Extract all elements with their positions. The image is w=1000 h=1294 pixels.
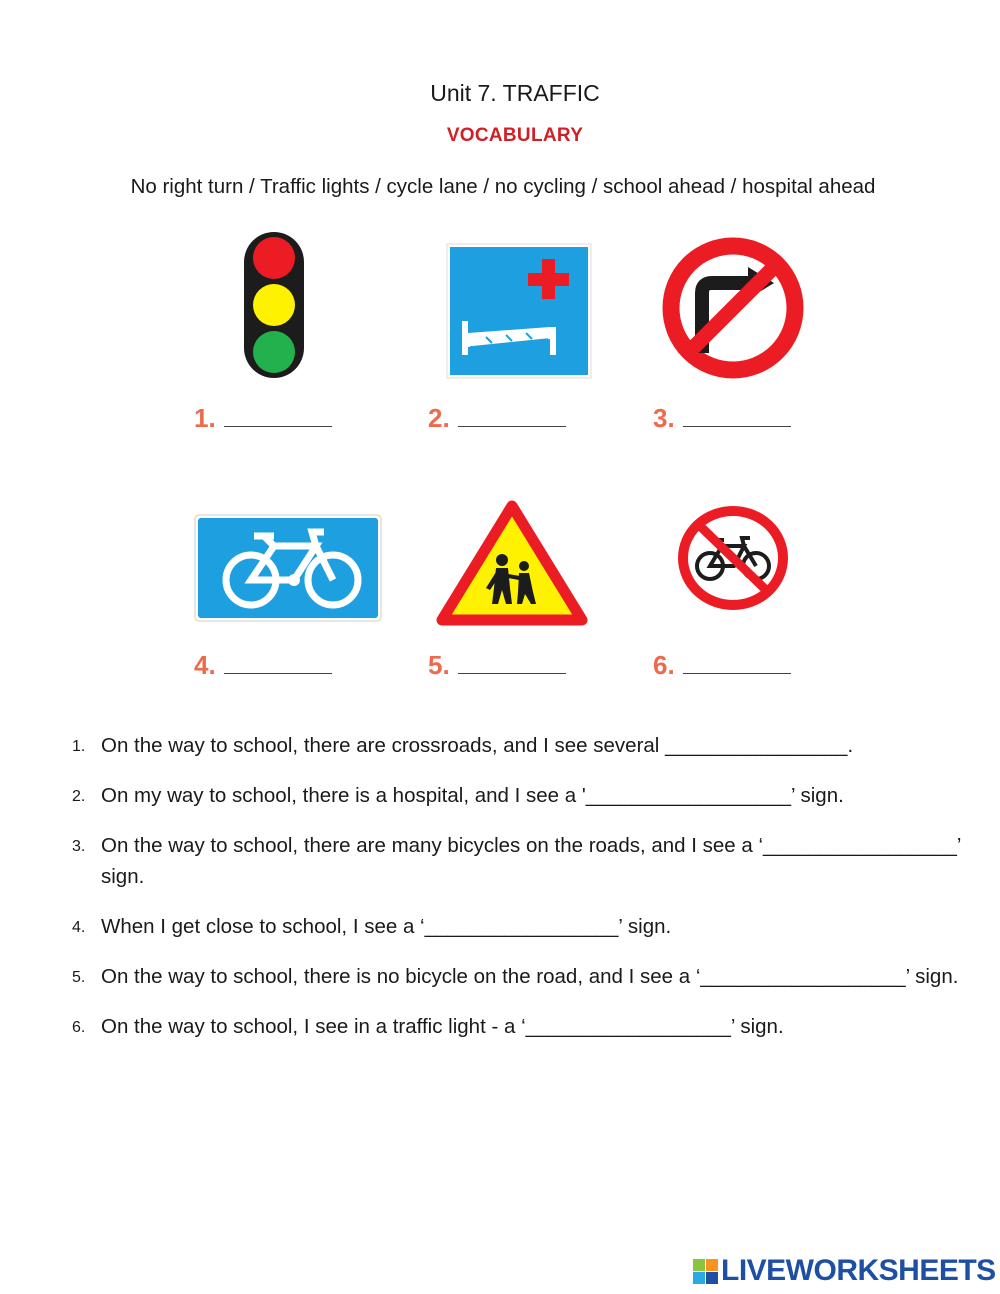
liveworksheets-logo-icon — [693, 1259, 718, 1284]
answer-line — [224, 653, 332, 674]
no-right-turn-sign-icon — [660, 235, 806, 381]
question-1: 1. On the way to school, there are crossroads, and I see several ________________. — [72, 734, 854, 757]
answer-line — [458, 406, 566, 427]
question-3: 3. On the way to school, there are many bicycles on the roads, and I see a ‘_________________’ sign. — [72, 834, 961, 888]
hospital-ahead-sign-icon — [446, 243, 592, 379]
sign-label-2: 2. — [428, 403, 566, 434]
sign-label-1: 1. — [194, 403, 332, 434]
cycle-lane-sign-icon — [194, 514, 382, 622]
traffic-lights-icon — [238, 230, 310, 380]
question-2: 2. On my way to school, there is a hospital, and I see a '__________________’ sign. — [72, 784, 844, 807]
answer-line — [458, 653, 566, 674]
no-cycling-sign-icon — [676, 504, 790, 612]
sign-label-5: 5. — [428, 650, 566, 681]
answer-line — [683, 653, 791, 674]
footer-brand: LIVEWORKSHEETS — [693, 1254, 996, 1288]
sign-label-4: 4. — [194, 650, 332, 681]
question-list — [72, 730, 972, 1061]
sign-label-3: 3. — [653, 403, 791, 434]
question-6: 6. On the way to school, I see in a traffic light - a ‘__________________’ sign. — [72, 1015, 784, 1038]
section-heading: VOCABULARY — [446, 125, 584, 146]
word-bank: No right turn / Traffic lights / cycle lane / no cycling / school ahead / hospital ahead — [130, 175, 876, 198]
answer-line — [683, 406, 791, 427]
school-ahead-sign-icon — [436, 500, 588, 626]
sign-label-6: 6. — [653, 650, 791, 681]
page-title: Unit 7. TRAFFIC — [430, 80, 600, 106]
question-4: 4. When I get close to school, I see a ‘_________________’ sign. — [72, 915, 672, 938]
question-5: 5. On the way to school, there is no bicycle on the road, and I see a ‘__________________’ sign. — [72, 965, 959, 988]
answer-line — [224, 406, 332, 427]
